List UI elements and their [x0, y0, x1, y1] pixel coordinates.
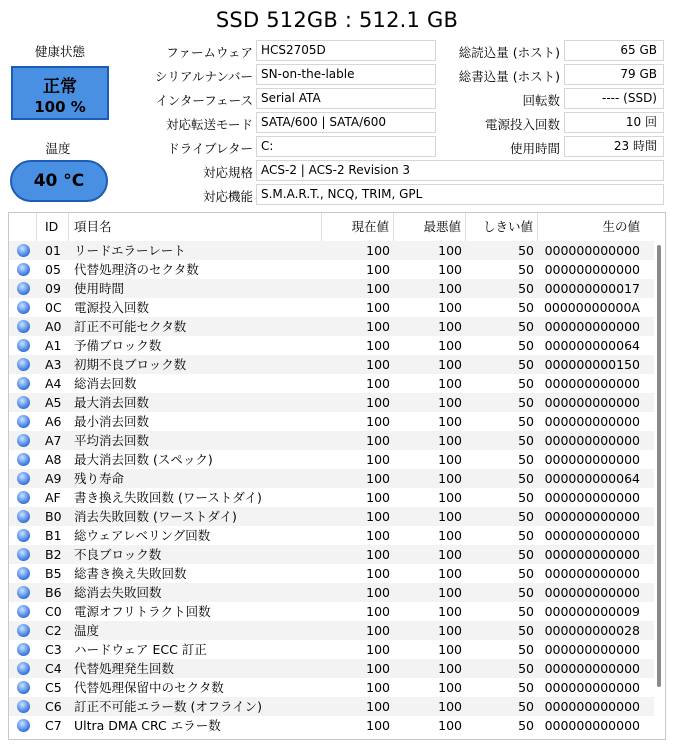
row-worst: 100: [438, 566, 462, 581]
table-row[interactable]: [9, 678, 654, 697]
row-id: B0: [45, 509, 62, 524]
row-id: A3: [45, 357, 62, 372]
table-scrollbar[interactable]: [653, 241, 665, 739]
row-raw-value: 000000000000: [544, 452, 640, 467]
row-name: 総ウェアレベリング回数: [74, 528, 211, 543]
row-worst: 100: [438, 452, 462, 467]
row-current: 100: [366, 243, 390, 258]
table-row[interactable]: [9, 393, 654, 412]
row-id: 0C: [45, 300, 62, 315]
row-worst: 100: [438, 509, 462, 524]
power-on-hours-value: 23 時間: [564, 136, 664, 157]
status-dot-icon: [17, 681, 30, 694]
rotation-label: 回転数: [522, 93, 560, 108]
transfer-mode-value: SATA/600 | SATA/600: [256, 112, 436, 133]
table-row[interactable]: [9, 583, 654, 602]
row-worst: 100: [438, 300, 462, 315]
row-raw-value: 000000000000: [544, 319, 640, 334]
id-column-header[interactable]: ID: [37, 213, 69, 241]
row-current: 100: [366, 623, 390, 638]
table-row[interactable]: [9, 564, 654, 583]
row-worst: 100: [438, 433, 462, 448]
row-worst: 100: [438, 490, 462, 505]
row-raw-value: 000000000000: [544, 243, 640, 258]
row-id: C5: [45, 680, 62, 695]
row-threshold: 50: [518, 566, 534, 581]
status-dot-icon: [17, 396, 30, 409]
status-dot-icon: [17, 320, 30, 333]
total-writes-value: 79 GB: [564, 64, 664, 85]
row-raw-value: 000000000028: [544, 623, 640, 638]
row-threshold: 50: [518, 243, 534, 258]
firmware-value: HCS2705D: [256, 40, 436, 61]
row-name: 総書き換え失敗回数: [74, 566, 187, 581]
serial-label: シリアルナンバー: [154, 69, 253, 84]
status-dot-icon: [17, 244, 30, 257]
row-id: A1: [45, 338, 62, 353]
row-threshold: 50: [518, 395, 534, 410]
row-worst: 100: [438, 547, 462, 562]
row-name: 初期不良ブロック数: [74, 357, 187, 372]
total-reads-label: 総読込量 (ホスト): [458, 45, 560, 60]
row-current: 100: [366, 452, 390, 467]
firmware-label: ファームウェア: [166, 45, 253, 60]
health-percent-text: 100 %: [34, 98, 86, 116]
row-current: 100: [366, 604, 390, 619]
status-dot-icon: [17, 529, 30, 542]
row-name: 消去失敗回数 (ワーストダイ): [74, 509, 237, 524]
row-worst: 100: [438, 585, 462, 600]
table-row[interactable]: [9, 450, 654, 469]
row-threshold: 50: [518, 281, 534, 296]
table-row[interactable]: [9, 298, 654, 317]
status-dot-icon: [17, 472, 30, 485]
table-body: [9, 241, 654, 735]
row-threshold: 50: [518, 509, 534, 524]
row-current: 100: [366, 642, 390, 657]
row-threshold: 50: [518, 623, 534, 638]
row-threshold: 50: [518, 376, 534, 391]
drive-letter-value: C:: [256, 136, 436, 157]
row-threshold: 50: [518, 699, 534, 714]
row-id: A6: [45, 414, 62, 429]
power-on-count-label: 電源投入回数: [484, 117, 560, 132]
total-reads-value: 65 GB: [564, 40, 664, 61]
row-threshold: 50: [518, 452, 534, 467]
row-raw-value: 000000000000: [544, 661, 640, 676]
interface-label: インターフェース: [155, 93, 253, 108]
row-threshold: 50: [518, 718, 534, 733]
row-threshold: 50: [518, 528, 534, 543]
row-threshold: 50: [518, 547, 534, 562]
row-threshold: 50: [518, 490, 534, 505]
status-dot-icon: [17, 282, 30, 295]
status-dot-icon: [17, 700, 30, 713]
row-worst: 100: [438, 642, 462, 657]
health-status-button[interactable]: [11, 66, 109, 120]
row-threshold: 50: [518, 661, 534, 676]
row-name: 平均消去回数: [74, 433, 150, 448]
row-raw-value: 000000000000: [544, 376, 640, 391]
threshold-column-header[interactable]: しきい値: [466, 213, 538, 241]
row-raw-value: 000000000000: [544, 433, 640, 448]
worst-column-header[interactable]: 最悪値: [394, 213, 466, 241]
row-name: 電源投入回数: [74, 300, 150, 315]
row-threshold: 50: [518, 680, 534, 695]
row-id: 05: [45, 262, 61, 277]
row-id: A7: [45, 433, 62, 448]
row-name: 書き換え失敗回数 (ワーストダイ): [74, 490, 262, 505]
row-id: C3: [45, 642, 62, 657]
table-row[interactable]: [9, 279, 654, 298]
row-current: 100: [366, 566, 390, 581]
row-name: 代替処理発生回数: [74, 661, 175, 676]
row-current: 100: [366, 376, 390, 391]
row-id: B5: [45, 566, 62, 581]
row-threshold: 50: [518, 433, 534, 448]
name-column-header[interactable]: 項目名: [69, 213, 322, 241]
row-id: A5: [45, 395, 62, 410]
row-id: C2: [45, 623, 62, 638]
row-raw-value: 000000000000: [544, 699, 640, 714]
row-raw-value: 000000000000: [544, 718, 640, 733]
row-worst: 100: [438, 281, 462, 296]
row-raw-value: 000000000064: [544, 471, 640, 486]
table-row[interactable]: [9, 602, 654, 621]
row-id: B6: [45, 585, 62, 600]
table-row[interactable]: [9, 431, 654, 450]
row-threshold: 50: [518, 585, 534, 600]
row-worst: 100: [438, 604, 462, 619]
row-raw-value: 00000000000A: [543, 300, 640, 315]
table-row[interactable]: [9, 355, 654, 374]
row-current: 100: [366, 547, 390, 562]
row-current: 100: [366, 718, 390, 733]
row-current: 100: [366, 528, 390, 543]
serial-value: SN-on-the-lable: [256, 64, 436, 85]
row-raw-value: 000000000000: [544, 680, 640, 695]
row-id: A9: [45, 471, 62, 486]
status-dot-icon: [17, 510, 30, 523]
table-row[interactable]: [9, 317, 654, 336]
row-worst: 100: [438, 661, 462, 676]
row-current: 100: [366, 300, 390, 315]
row-worst: 100: [438, 243, 462, 258]
table-row[interactable]: [9, 260, 654, 279]
status-dot-icon: [17, 263, 30, 276]
row-threshold: 50: [518, 604, 534, 619]
row-current: 100: [366, 585, 390, 600]
row-id: A0: [45, 319, 62, 334]
row-name: 最大消去回数: [74, 395, 150, 410]
row-worst: 100: [438, 680, 462, 695]
table-row[interactable]: [9, 716, 654, 735]
row-raw-value: 000000000009: [544, 604, 640, 619]
row-worst: 100: [438, 395, 462, 410]
row-current: 100: [366, 433, 390, 448]
transfer-mode-label: 対応転送モード: [165, 117, 253, 132]
temperature-button[interactable]: 40 °C: [10, 160, 108, 202]
row-worst: 100: [438, 471, 462, 486]
row-name: 電源オフリトラクト回数: [74, 604, 211, 619]
row-worst: 100: [438, 623, 462, 638]
row-raw-value: 000000000000: [544, 642, 640, 657]
status-dot-icon: [17, 624, 30, 637]
row-name: リードエラーレート: [74, 243, 186, 258]
row-raw-value: 000000000000: [544, 585, 640, 600]
row-name: 不良ブロック数: [74, 547, 162, 562]
table-row[interactable]: [9, 469, 654, 488]
table-row[interactable]: [9, 545, 654, 564]
row-name: Ultra DMA CRC エラー数: [74, 718, 221, 733]
row-name: 総消去失敗回数: [74, 585, 162, 600]
table-row[interactable]: [9, 374, 654, 393]
row-id: B2: [45, 547, 62, 562]
current-column-header[interactable]: 現在値: [322, 213, 394, 241]
row-name: 予備ブロック数: [74, 338, 162, 353]
disk-title: SSD 512GB : 512.1 GB: [215, 8, 459, 32]
row-current: 100: [366, 395, 390, 410]
row-current: 100: [366, 319, 390, 334]
row-current: 100: [366, 680, 390, 695]
status-dot-icon: [17, 358, 30, 371]
status-column-header[interactable]: [9, 213, 37, 241]
status-dot-icon: [17, 301, 30, 314]
row-raw-value: 000000000064: [544, 338, 640, 353]
row-name: ハードウェア ECC 訂正: [74, 642, 207, 657]
row-id: A8: [45, 452, 62, 467]
row-name: 最大消去回数 (スペック): [74, 452, 213, 467]
row-current: 100: [366, 509, 390, 524]
health-status-text: 正常: [43, 77, 77, 97]
standard-value: ACS-2 | ACS-2 Revision 3: [256, 160, 664, 181]
row-current: 100: [366, 414, 390, 429]
status-dot-icon: [17, 719, 30, 732]
status-dot-icon: [17, 491, 30, 504]
table-row[interactable]: [9, 507, 654, 526]
row-threshold: 50: [518, 262, 534, 277]
row-id: C0: [45, 604, 62, 619]
row-raw-value: 000000000150: [544, 357, 640, 372]
row-threshold: 50: [518, 319, 534, 334]
power-on-hours-label: 使用時間: [509, 141, 560, 156]
row-worst: 100: [438, 699, 462, 714]
row-current: 100: [366, 357, 390, 372]
status-dot-icon: [17, 453, 30, 466]
status-dot-icon: [17, 434, 30, 447]
row-raw-value: 000000000000: [544, 509, 640, 524]
row-id: C7: [45, 718, 62, 733]
row-current: 100: [366, 262, 390, 277]
row-current: 100: [366, 338, 390, 353]
row-id: B1: [45, 528, 62, 543]
features-label: 対応機能: [202, 189, 253, 204]
status-dot-icon: [17, 643, 30, 656]
row-id: AF: [45, 490, 61, 505]
raw-column-header[interactable]: 生の値: [602, 219, 640, 234]
row-current: 100: [366, 699, 390, 714]
row-worst: 100: [438, 338, 462, 353]
table-row[interactable]: [9, 659, 654, 678]
smart-table[interactable]: [8, 212, 666, 740]
row-id: 01: [45, 243, 61, 258]
row-worst: 100: [438, 528, 462, 543]
status-dot-icon: [17, 586, 30, 599]
table-row[interactable]: [9, 697, 654, 716]
status-dot-icon: [17, 605, 30, 618]
row-current: 100: [366, 490, 390, 505]
row-worst: 100: [438, 319, 462, 334]
row-worst: 100: [438, 414, 462, 429]
table-row[interactable]: [9, 412, 654, 431]
table-header: [9, 213, 654, 241]
power-on-count-value: 10 回: [564, 112, 664, 133]
scrollbar-thumb[interactable]: [657, 245, 661, 687]
row-raw-value: 000000000000: [544, 395, 640, 410]
row-name: 温度: [74, 623, 100, 638]
table-row[interactable]: [9, 640, 654, 659]
status-dot-icon: [17, 662, 30, 675]
total-writes-label: 総書込量 (ホスト): [458, 69, 560, 84]
row-id: C4: [45, 661, 62, 676]
row-threshold: 50: [518, 642, 534, 657]
status-dot-icon: [17, 567, 30, 580]
row-id: A4: [45, 376, 62, 391]
row-id: 09: [45, 281, 61, 296]
row-id: C6: [45, 699, 62, 714]
row-current: 100: [366, 661, 390, 676]
table-row[interactable]: [9, 526, 654, 545]
status-dot-icon: [17, 548, 30, 561]
row-name: 残り寿命: [74, 471, 125, 486]
row-name: 代替処理済のセクタ数: [74, 262, 199, 277]
row-threshold: 50: [518, 414, 534, 429]
temperature-label: 温度: [45, 141, 71, 156]
row-threshold: 50: [518, 338, 534, 353]
row-worst: 100: [438, 262, 462, 277]
row-raw-value: 000000000000: [544, 528, 640, 543]
row-threshold: 50: [518, 471, 534, 486]
drive-letter-label: ドライブレター: [167, 141, 253, 156]
row-worst: 100: [438, 376, 462, 391]
row-name: 訂正不可能エラー数 (オフライン): [74, 699, 262, 714]
status-dot-icon: [17, 415, 30, 428]
table-row[interactable]: [9, 241, 654, 260]
row-worst: 100: [438, 718, 462, 733]
status-dot-icon: [17, 339, 30, 352]
table-row[interactable]: [9, 621, 654, 640]
row-raw-value: 000000000000: [544, 566, 640, 581]
table-row[interactable]: [9, 336, 654, 355]
row-name: 総消去回数: [74, 376, 137, 391]
features-value: S.M.A.R.T., NCQ, TRIM, GPL: [256, 184, 664, 205]
row-name: 訂正不可能セクタ数: [74, 319, 187, 334]
row-name: 最小消去回数: [74, 414, 150, 429]
row-name: 代替処理保留中のセクタ数: [74, 680, 224, 695]
row-current: 100: [366, 471, 390, 486]
row-raw-value: 000000000000: [544, 262, 640, 277]
standard-label: 対応規格: [202, 165, 253, 180]
row-raw-value: 000000000000: [544, 490, 640, 505]
status-dot-icon: [17, 377, 30, 390]
row-threshold: 50: [518, 300, 534, 315]
table-row[interactable]: [9, 488, 654, 507]
row-raw-value: 000000000017: [544, 281, 640, 296]
row-worst: 100: [438, 357, 462, 372]
rotation-value: ---- (SSD): [564, 88, 664, 109]
interface-value: Serial ATA: [256, 88, 436, 109]
row-raw-value: 000000000000: [544, 414, 640, 429]
row-name: 使用時間: [74, 281, 125, 296]
row-threshold: 50: [518, 357, 534, 372]
row-current: 100: [366, 281, 390, 296]
health-label: 健康状態: [34, 44, 85, 59]
row-raw-value: 000000000000: [544, 547, 640, 562]
